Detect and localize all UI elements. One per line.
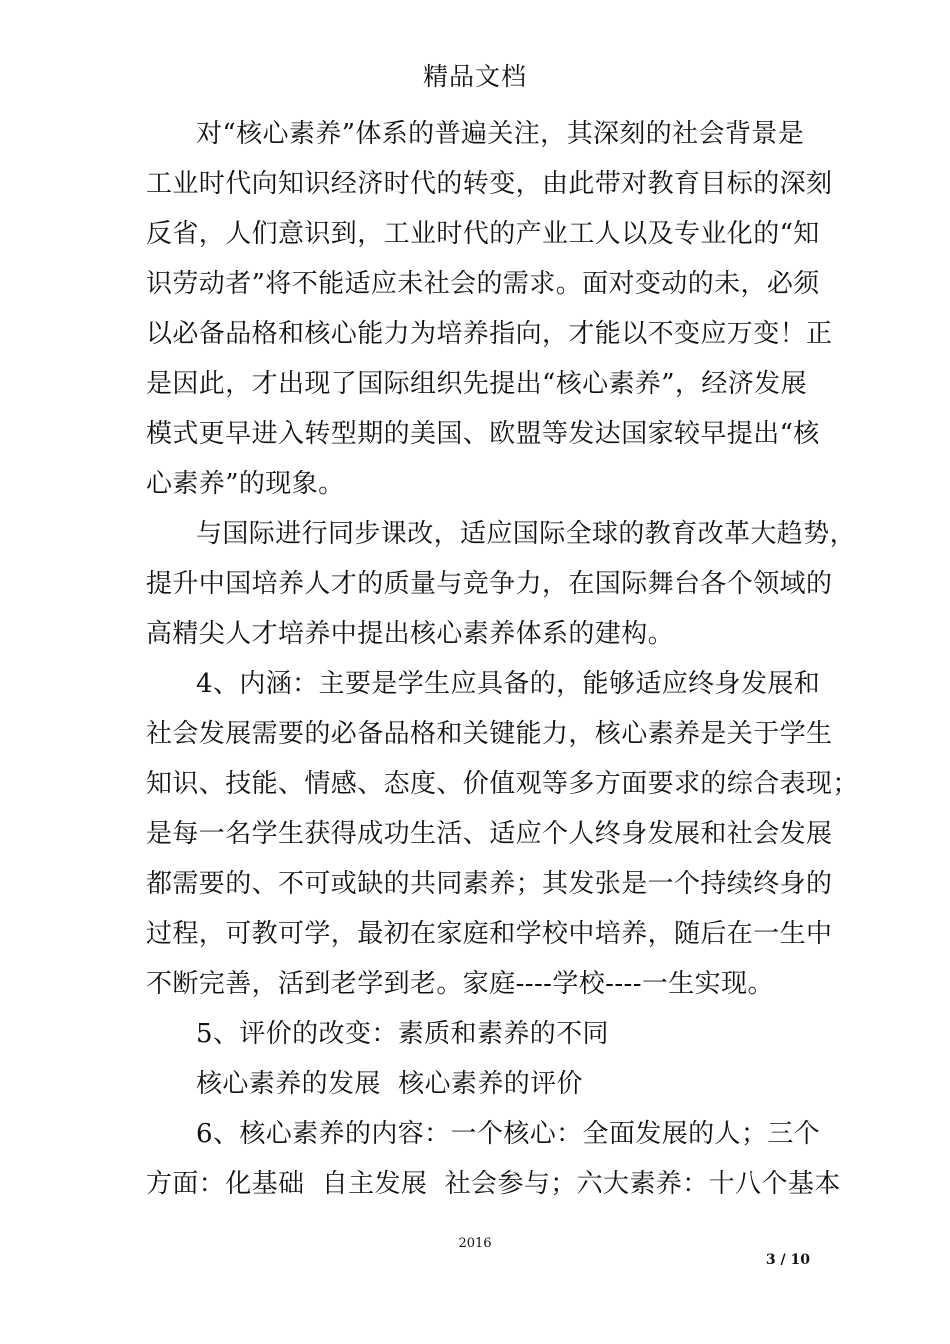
paragraph-line: 方面：化基础 自主发展 社会参与；六大素养：十八个基本 bbox=[146, 1169, 841, 1199]
page-header-title: 精品文档 bbox=[422, 62, 527, 91]
paragraph-line: 4、内涵：主要是学生应具备的，能够适应终身发展和 bbox=[196, 669, 821, 699]
footer-year: 2016 bbox=[458, 1236, 492, 1251]
paragraph-line: 是每一名学生获得成功生活、适应个人终身发展和社会发展 bbox=[146, 819, 833, 849]
paragraph-line: 核心素养的发展 核心素养的评价 bbox=[196, 1069, 583, 1099]
paragraph-line: 以必备品格和核心能力为培养指向，才能以不变应万变！正 bbox=[146, 319, 833, 349]
paragraph-line: 知识、技能、情感、态度、价值观等多方面要求的综合表现； bbox=[146, 769, 859, 799]
paragraph-line: 不断完善，活到老学到老。家庭----学校----一生实现。 bbox=[146, 969, 774, 999]
page-number: 3 / 10 bbox=[765, 1252, 810, 1268]
paragraph-line: 6、核心素养的内容：一个核心：全面发展的人；三个 bbox=[196, 1119, 821, 1149]
paragraph-line: 是因此，才出现了国际组织先提出“核心素养”，经济发展 bbox=[146, 369, 807, 399]
paragraph-line: 心素养”的现象。 bbox=[146, 469, 345, 499]
paragraph-line: 都需要的、不可或缺的共同素养；其发张是一个持续终身的 bbox=[146, 869, 833, 899]
paragraph-line: 反省，人们意识到，工业时代的产业工人以及专业化的“知 bbox=[146, 219, 820, 249]
paragraph-line: 模式更早进入转型期的美国、欧盟等发达国家较早提出“核 bbox=[146, 419, 820, 449]
paragraph-line: 过程，可教可学，最初在家庭和学校中培养，随后在一生中 bbox=[146, 919, 833, 949]
paragraph-line: 识劳动者”将不能适应未社会的需求。面对变动的未，必须 bbox=[146, 269, 820, 299]
paragraph-line: 与国际进行同步课改，适应国际全球的教育改革大趋势， bbox=[196, 519, 857, 549]
paragraph-line: 提升中国培养人才的质量与竞争力，在国际舞台各个领域的 bbox=[146, 569, 833, 599]
paragraph-line: 高精尖人才培养中提出核心素养体系的建构。 bbox=[146, 619, 675, 649]
paragraph-line: 工业时代向知识经济时代的转变，由此带对教育目标的深刻 bbox=[146, 169, 833, 199]
paragraph-line: 5、评价的改变：素质和素养的不同 bbox=[196, 1019, 609, 1049]
document-body bbox=[146, 116, 859, 1216]
paragraph-line: 社会发展需要的必备品格和关键能力，核心素养是关于学生 bbox=[146, 719, 833, 749]
paragraph-line: 对“核心素养”体系的普遍关注，其深刻的社会背景是 bbox=[196, 119, 805, 149]
